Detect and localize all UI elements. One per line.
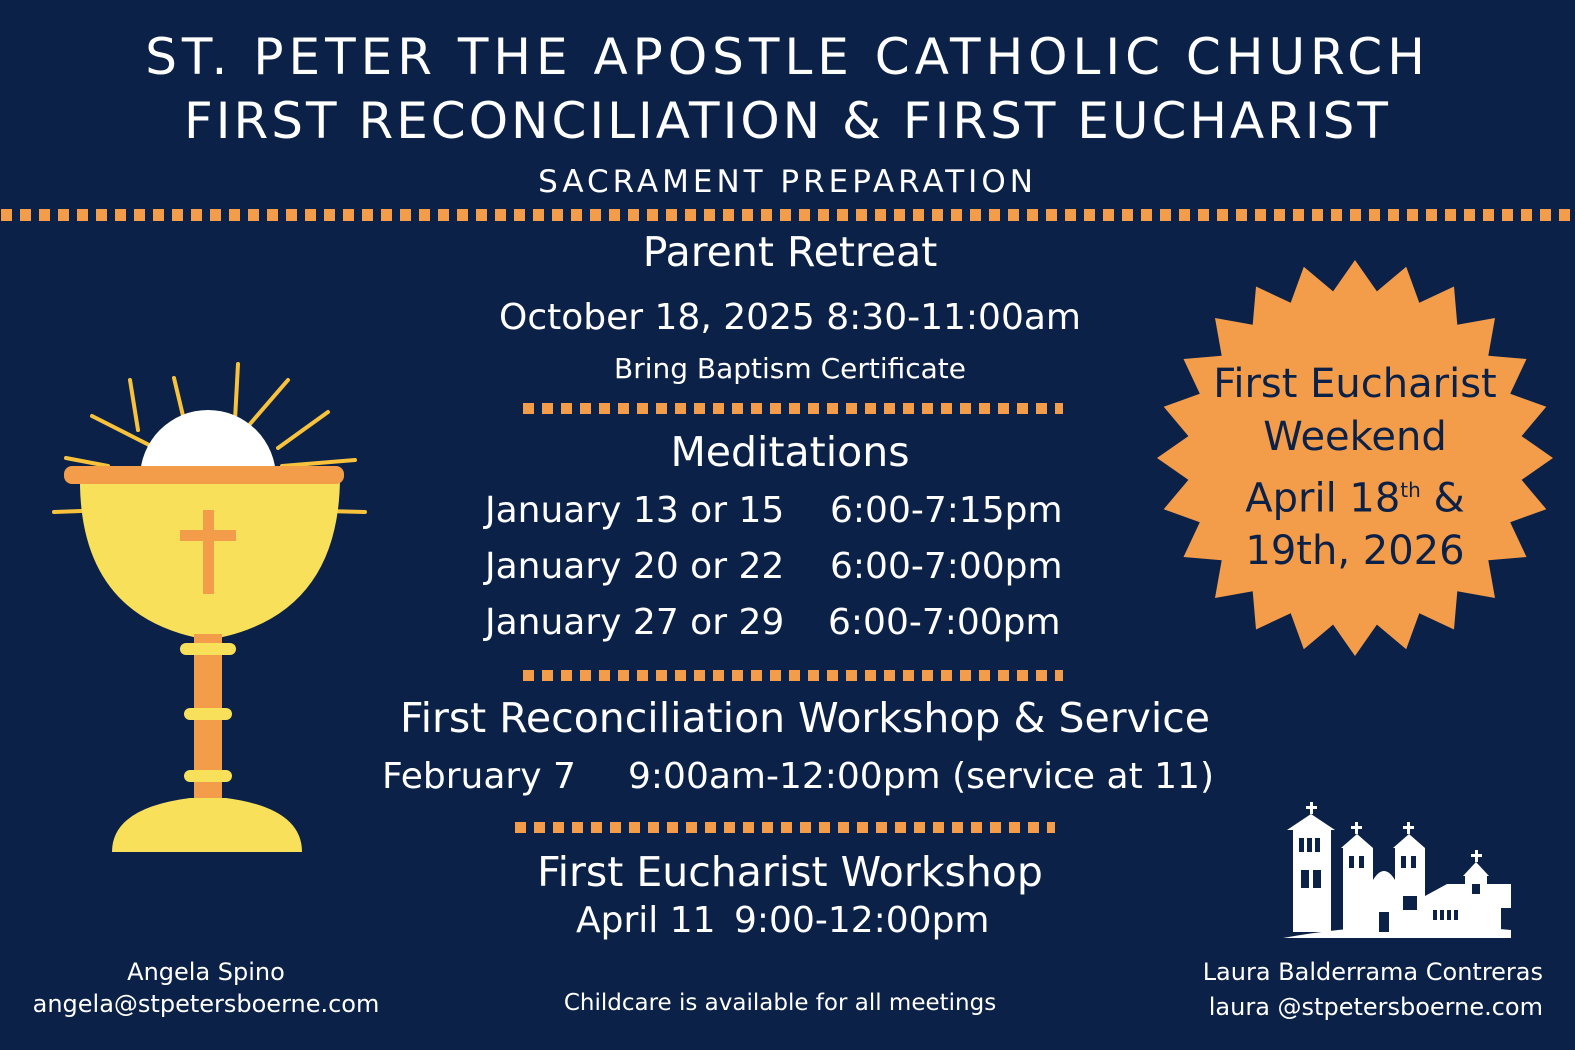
sacraments-title: FIRST RECONCILIATION & FIRST EUCHARIST: [184, 92, 1391, 150]
reconciliation-date: February 7: [382, 756, 576, 797]
meditation-dates: January 27 or 29: [485, 602, 785, 643]
right-contact-name: Laura Balderrama Contreras: [1202, 958, 1543, 986]
section-divider: [523, 670, 1063, 681]
right-contact-email[interactable]: laura @stpetersboerne.com: [1208, 993, 1543, 1021]
left-contact-name: Angela Spino: [127, 958, 285, 986]
meditation-dates: January 20 or 22: [485, 546, 785, 587]
badge-line-3: April 18th &: [1245, 475, 1465, 522]
parent-retreat-title: Parent Retreat: [642, 228, 938, 276]
badge-line-2: Weekend: [1263, 414, 1447, 460]
section-divider: [515, 822, 1055, 833]
left-contact-email[interactable]: angela@stpetersboerne.com: [32, 990, 380, 1018]
section-divider: [523, 403, 1063, 414]
badge-line-1: First Eucharist: [1213, 361, 1497, 407]
church-building-icon: [1283, 800, 1513, 940]
childcare-note: Childcare is available for all meetings: [563, 990, 997, 1016]
meditation-dates: January 13 or 15: [485, 490, 785, 531]
chalice-icon: [50, 358, 370, 858]
preparation-subtitle: SACRAMENT PREPARATION: [538, 164, 1037, 200]
meditation-time: 6:00-7:15pm: [830, 490, 1063, 531]
parent-retreat-note: Bring Baptism Certificate: [613, 352, 967, 385]
reconciliation-title: First Reconciliation Workshop & Service: [399, 694, 1211, 742]
badge-line-4: 19th, 2026: [1245, 528, 1465, 575]
header-divider: [0, 209, 1575, 220]
meditation-time: 6:00-7:00pm: [828, 602, 1061, 643]
church-name: ST. PETER THE APOSTLE CATHOLIC CHURCH: [145, 28, 1430, 86]
eucharist-workshop-time: 9:00-12:00pm: [734, 900, 990, 941]
meditations-title: Meditations: [670, 428, 910, 476]
eucharist-workshop-date: April 11: [576, 900, 716, 941]
meditation-time: 6:00-7:00pm: [830, 546, 1063, 587]
first-eucharist-weekend-badge: [1155, 258, 1555, 658]
reconciliation-time: 9:00am-12:00pm (service at 11): [628, 756, 1214, 797]
parent-retreat-date: October 18, 2025 8:30-11:00am: [499, 297, 1081, 338]
eucharist-workshop-title: First Eucharist Workshop: [537, 848, 1043, 896]
